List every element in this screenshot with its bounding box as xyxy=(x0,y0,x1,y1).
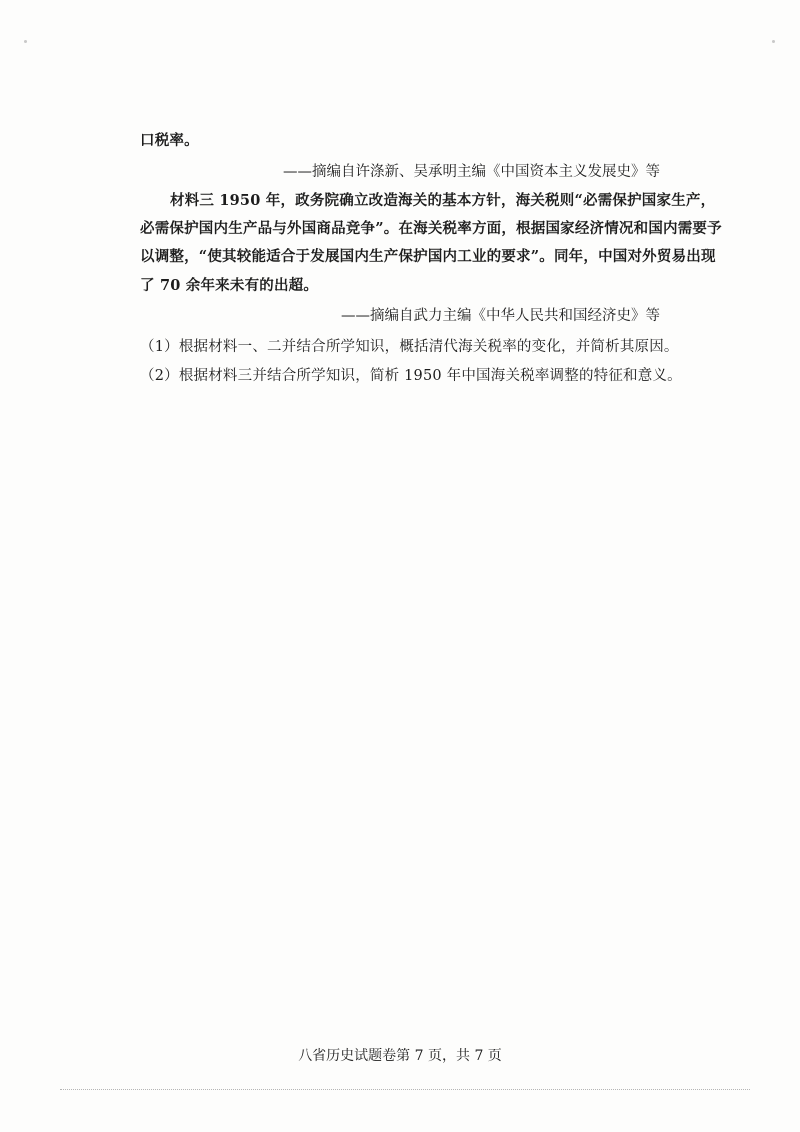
material3-line: 必需保护国内生产品与外国商品竞争”。在海关税率方面，根据国家经济情况和国内需要予 xyxy=(140,220,722,237)
question-1: （1）根据材料一、二并结合所学知识，概括清代海关税率的变化，并简析其原因。 xyxy=(140,339,679,355)
material3-line: 以调整，“使其较能适合于发展国内生产保护国内工业的要求”。同年，中国对外贸易出现 xyxy=(140,248,716,265)
question-2: （2）根据材料三并结合所学知识，简析 1950 年中国海关税率调整的特征和意义。 xyxy=(140,368,682,384)
material2-tail: 口税率。 xyxy=(140,132,199,149)
bottom-dotted-rule xyxy=(60,1089,750,1090)
page-footer: 八省历史试题卷第 7 页，共 7 页 xyxy=(298,1048,502,1064)
material3-line: 材料三 1950 年，政务院确立改造海关的基本方针，海关税则“必需保护国家生产， xyxy=(170,192,716,209)
scan-speck xyxy=(24,40,27,43)
scan-speck xyxy=(772,40,775,43)
material3-source: ——摘编自武力主编《中华人民共和国经济史》等 xyxy=(341,308,660,324)
material2-source: ——摘编自许涤新、吴承明主编《中国资本主义发展史》等 xyxy=(283,164,660,180)
material3-line: 了 70 余年来未有的出超。 xyxy=(140,277,319,294)
